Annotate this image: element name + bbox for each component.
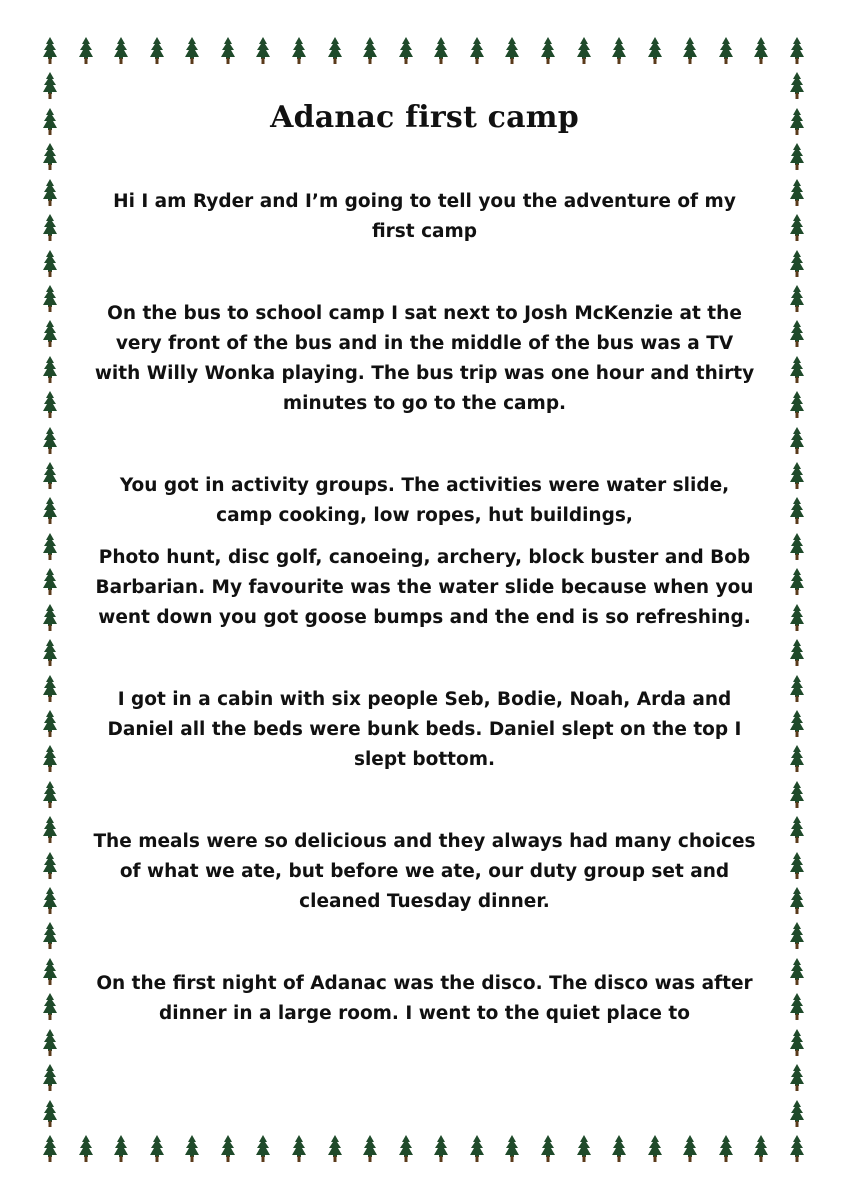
pine-tree-icon (576, 1135, 592, 1165)
pine-tree-icon (789, 462, 805, 492)
pine-tree-icon (789, 745, 805, 775)
pine-tree-icon (789, 993, 805, 1023)
pine-tree-icon (42, 1064, 58, 1094)
pine-tree-icon (433, 37, 449, 67)
pine-tree-icon (469, 1135, 485, 1165)
pine-tree-icon (42, 745, 58, 775)
pine-tree-icon (255, 37, 271, 67)
pine-tree-icon (718, 37, 734, 67)
pine-tree-icon (433, 1135, 449, 1165)
pine-tree-icon (789, 781, 805, 811)
pine-tree-icon (42, 427, 58, 457)
pine-tree-icon (789, 568, 805, 598)
pine-tree-icon (789, 533, 805, 563)
pine-tree-icon (789, 143, 805, 173)
pine-tree-icon (42, 604, 58, 634)
pine-tree-icon (789, 604, 805, 634)
pine-tree-icon (789, 958, 805, 988)
pine-tree-icon (42, 356, 58, 386)
paragraph-bus-trip: On the bus to school camp I sat next to Josh McKenzie at the very front of the bus and in the middle of the bus was a TV with Willy Wonka playing. The bus trip was one hour and thirty minutes to go to the camp. (94, 303, 755, 414)
pine-tree-icon (789, 72, 805, 102)
pine-tree-icon (753, 37, 769, 67)
pine-tree-icon (42, 462, 58, 492)
pine-tree-icon (327, 37, 343, 67)
pine-tree-icon (42, 497, 58, 527)
pine-tree-icon (42, 922, 58, 952)
pine-tree-icon (647, 37, 663, 67)
pine-tree-icon (42, 214, 58, 244)
pine-tree-icon (789, 179, 805, 209)
pine-tree-icon (42, 1100, 58, 1130)
pine-tree-icon (682, 1135, 698, 1165)
pine-tree-icon (42, 993, 58, 1023)
pine-tree-icon (789, 250, 805, 280)
pine-tree-icon (113, 1135, 129, 1165)
pine-tree-icon (42, 781, 58, 811)
pine-tree-icon (42, 1029, 58, 1059)
pine-tree-icon (540, 1135, 556, 1165)
pine-tree-icon (291, 1135, 307, 1165)
pine-tree-icon (789, 1064, 805, 1094)
pine-tree-icon (611, 37, 627, 67)
paragraph-disco: On the first night of Adanac was the disco. The disco was after dinner in a large room. I went to the quiet place to (96, 973, 753, 1024)
pine-tree-icon (184, 1135, 200, 1165)
pine-tree-icon (469, 37, 485, 67)
pine-tree-icon (42, 852, 58, 882)
pine-tree-icon (718, 1135, 734, 1165)
paragraph-activities-list: Photo hunt, disc golf, canoeing, archery, block buster and Bob Barbarian. My favourite was the water slide because when you went down you got goose bumps and the end is so refreshing. (95, 547, 754, 628)
pine-tree-icon (789, 887, 805, 917)
paragraph-cabin: I got in a cabin with six people Seb, Bodie, Noah, Arda and Daniel all the beds were bunk beds. Daniel slept on the top I slept bottom. (107, 689, 742, 770)
pine-tree-icon (682, 37, 698, 67)
pine-tree-icon (42, 391, 58, 421)
pine-tree-icon (42, 37, 58, 67)
pine-tree-icon (255, 1135, 271, 1165)
pine-tree-icon (789, 922, 805, 952)
pine-tree-icon (789, 427, 805, 457)
pine-tree-icon (327, 1135, 343, 1165)
pine-tree-icon (42, 816, 58, 846)
pine-tree-icon (42, 1135, 58, 1165)
pine-tree-icon (113, 37, 129, 67)
pine-tree-icon (789, 391, 805, 421)
pine-tree-icon (42, 639, 58, 669)
pine-tree-icon (42, 72, 58, 102)
pine-tree-icon (291, 37, 307, 67)
pine-tree-icon (789, 639, 805, 669)
pine-tree-icon (540, 37, 556, 67)
pine-tree-icon (42, 568, 58, 598)
pine-tree-icon (611, 1135, 627, 1165)
pine-tree-icon (789, 285, 805, 315)
pine-tree-icon (184, 37, 200, 67)
pine-tree-icon (789, 108, 805, 138)
pine-tree-icon (42, 675, 58, 705)
pine-tree-icon (42, 143, 58, 173)
pine-tree-icon (789, 1029, 805, 1059)
pine-tree-icon (789, 37, 805, 67)
paragraph-activity-groups: You got in activity groups. The activities were water slide, camp cooking, low ropes, hut buildings, (119, 475, 730, 526)
pine-tree-icon (504, 37, 520, 67)
pine-tree-icon (42, 108, 58, 138)
pine-tree-icon (42, 958, 58, 988)
pine-tree-icon (149, 37, 165, 67)
pine-tree-icon (362, 37, 378, 67)
pine-tree-icon (504, 1135, 520, 1165)
pine-tree-icon (647, 1135, 663, 1165)
pine-tree-icon (398, 1135, 414, 1165)
pine-tree-icon (789, 1100, 805, 1130)
pine-tree-icon (362, 1135, 378, 1165)
paragraph-intro: Hi I am Ryder and I’m going to tell you the adventure of my first camp (113, 191, 736, 242)
pine-tree-icon (42, 533, 58, 563)
pine-tree-icon (789, 356, 805, 386)
pine-tree-icon (398, 37, 414, 67)
pine-tree-icon (149, 1135, 165, 1165)
pine-tree-icon (42, 887, 58, 917)
pine-tree-icon (42, 250, 58, 280)
document-body (92, 100, 757, 1029)
pine-tree-icon (789, 497, 805, 527)
pine-tree-icon (42, 320, 58, 350)
pine-tree-icon (789, 214, 805, 244)
pine-tree-icon (789, 675, 805, 705)
pine-tree-icon (789, 816, 805, 846)
pine-tree-icon (576, 37, 592, 67)
pine-tree-icon (220, 37, 236, 67)
pine-tree-icon (42, 285, 58, 315)
pine-tree-icon (753, 1135, 769, 1165)
pine-tree-icon (78, 1135, 94, 1165)
pine-tree-icon (789, 852, 805, 882)
pine-tree-icon (78, 37, 94, 67)
pine-tree-icon (789, 710, 805, 740)
page-title: Adanac first camp (270, 100, 579, 135)
pine-tree-icon (789, 1135, 805, 1165)
pine-tree-icon (220, 1135, 236, 1165)
pine-tree-icon (42, 710, 58, 740)
paragraph-meals: The meals were so delicious and they always had many choices of what we ate, but before we ate, our duty group set and cleaned Tuesday dinner. (93, 831, 756, 912)
pine-tree-icon (42, 179, 58, 209)
pine-tree-icon (789, 320, 805, 350)
